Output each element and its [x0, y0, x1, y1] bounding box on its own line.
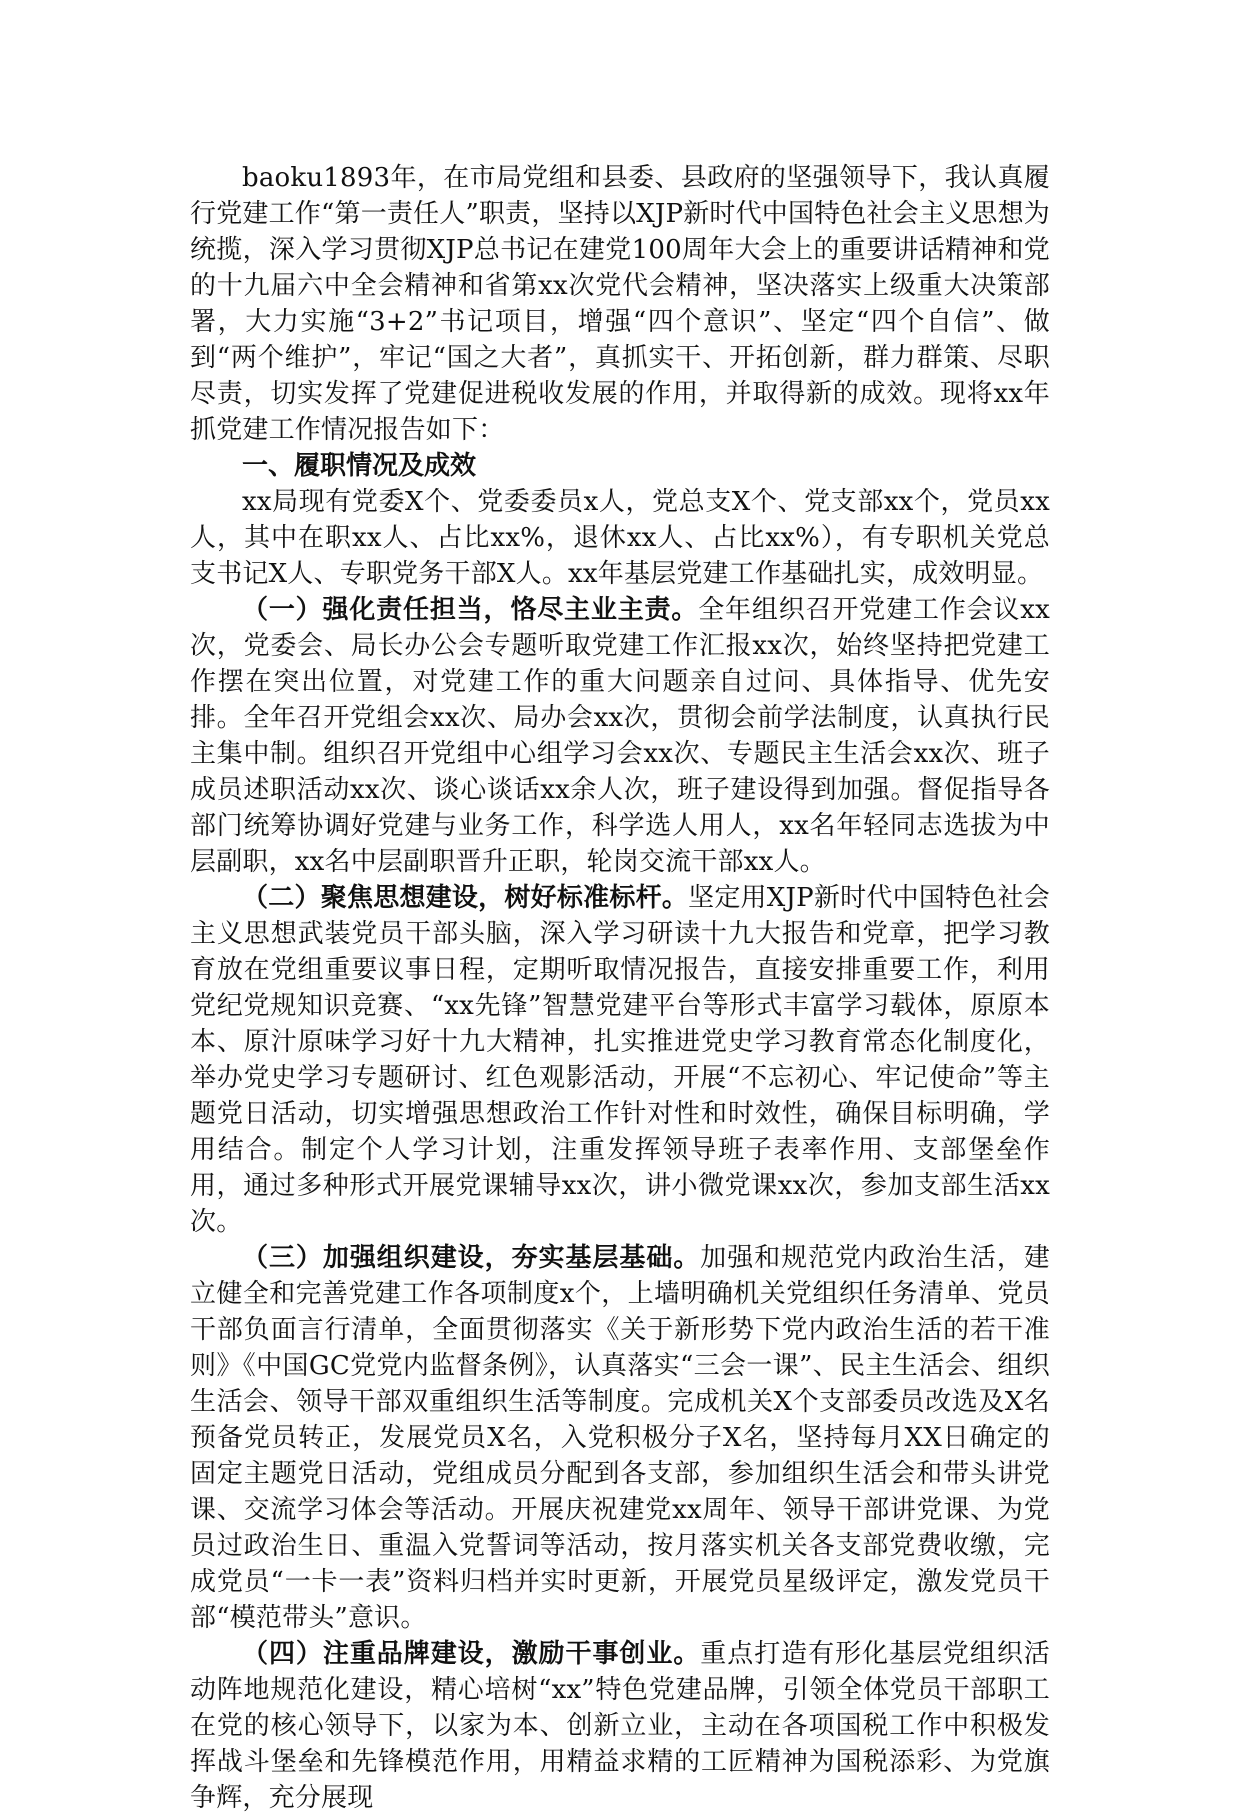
item-paragraph-1	[190, 592, 1050, 880]
intro-paragraph: baoku1893年，在市局党组和县委、县政府的坚强领导下，我认真履行党建工作“第一责任人”职责，坚持以XJP新时代中国特色社会主义思想为统揽，深入学习贯彻XJP总书记在建党100周年大会上的重要讲话精神和党的十九届六中全会精神和省第xx次党代会精神，坚决落实上级重大决策部署，大力实施“3+2”书记项目，增强“四个意识”、坚定“四个自信”、做到“两个维护”，牢记“国之大者”，真抓实干、开拓创新，群力群策、尽职尽责，切实发挥了党建促进税收发展的作用，并取得新的成效。现将xx年抓党建工作情况报告如下：	[190, 163, 1051, 445]
item-paragraph-2	[190, 880, 1050, 1240]
item-body-4: 重点打造有形化基层党组织活动阵地规范化建设，精心培树“xx”特色党建品牌，引领全体党员干部职工在党的核心领导下，以家为本、创新立业，主动在各项国税工作中积极发挥战斗堡垒和先锋模范作用，用精益求精的工匠精神为国税添彩、为党旗争辉，充分展现	[190, 1639, 1050, 1813]
item-body-3: 加强和规范党内政治生活，建立健全和完善党建工作各项制度x个，上墙明确机关党组织任务清单、党员干部负面言行清单，全面贯彻落实《关于新形势下党内政治生活的若干准则》《中国GC党党内监督条例》，认真落实“三会一课”、民主生活会、组织生活会、领导干部双重组织生活等制度。完成机关X个支部委员改选及X名预备党员转正，发展党员X名，入党积极分子X名，坚持每月XX日确定的固定主题党日活动，党组成员分配到各支部，参加组织生活会和带头讲党课、交流学习体会等活动。开展庆祝建党xx周年、领导干部讲党课、为党员过政治生日、重温入党誓词等活动，按月落实机关各支部党费收缴，完成党员“一卡一表”资料归档并实时更新，开展党员星级评定，激发党员干部“模范带头”意识。	[190, 1243, 1050, 1633]
item-lead-2: （二）聚焦思想建设，树好标准标杆。	[242, 883, 689, 913]
document-body	[190, 160, 1050, 1816]
item-body-1: 全年组织召开党建工作会议xx次，党委会、局长办公会专题听取党建工作汇报xx次，始终坚持把党建工作摆在突出位置，对党建工作的重大问题亲自过问、具体指导、优先安排。全年召开党组会xx次、局办会xx次，贯彻会前学法制度，认真执行民主集中制。组织召开党组中心组学习会xx次、专题民主生活会xx次、班子成员述职活动xx次、谈心谈话xx余人次，班子建设得到加强。督促指导各部门统筹协调好党建与业务工作，科学选人用人，xx名年轻同志选拔为中层副职，xx名中层副职晋升正职，轮岗交流干部xx人。	[190, 595, 1050, 877]
item-paragraph-4	[190, 1636, 1050, 1816]
item-paragraph-3	[190, 1240, 1050, 1636]
item-body-2: 坚定用XJP新时代中国特色社会主义思想武装党员干部头脑，深入学习研读十九大报告和党章，把学习教育放在党组重要议事日程，定期听取情况报告，直接安排重要工作，利用党纪党规知识竞赛、“xx先锋”智慧党建平台等形式丰富学习载体，原原本本、原汁原味学习好十九大精神，扎实推进党史学习教育常态化制度化，举办党史学习专题研讨、红色观影活动，开展“不忘初心、牢记使命”等主题党日活动，切实增强思想政治工作针对性和时效性，确保目标明确，学用结合。制定个人学习计划，注重发挥领导班子表率作用、支部堡垒作用，通过多种形式开展党课辅导xx次，讲小微党课xx次，参加支部生活xx次。	[190, 883, 1050, 1237]
section-intro-paragraph: xx局现有党委X个、党委委员x人，党总支X个、党支部xx个，党员xx人，其中在职xx人、占比xx%，退休xx人、占比xx%），有专职机关党总支书记X人、专职党务干部X人。xx年基层党建工作基础扎实，成效明显。	[190, 487, 1050, 589]
section-heading: 一、履职情况及成效	[242, 451, 477, 481]
item-lead-3: （三）加强组织建设，夯实基层基础。	[242, 1243, 701, 1273]
item-lead-1: （一）强化责任担当，恪尽主业主责。	[242, 595, 699, 625]
item-lead-4: （四）注重品牌建设，激励干事创业。	[242, 1639, 701, 1669]
